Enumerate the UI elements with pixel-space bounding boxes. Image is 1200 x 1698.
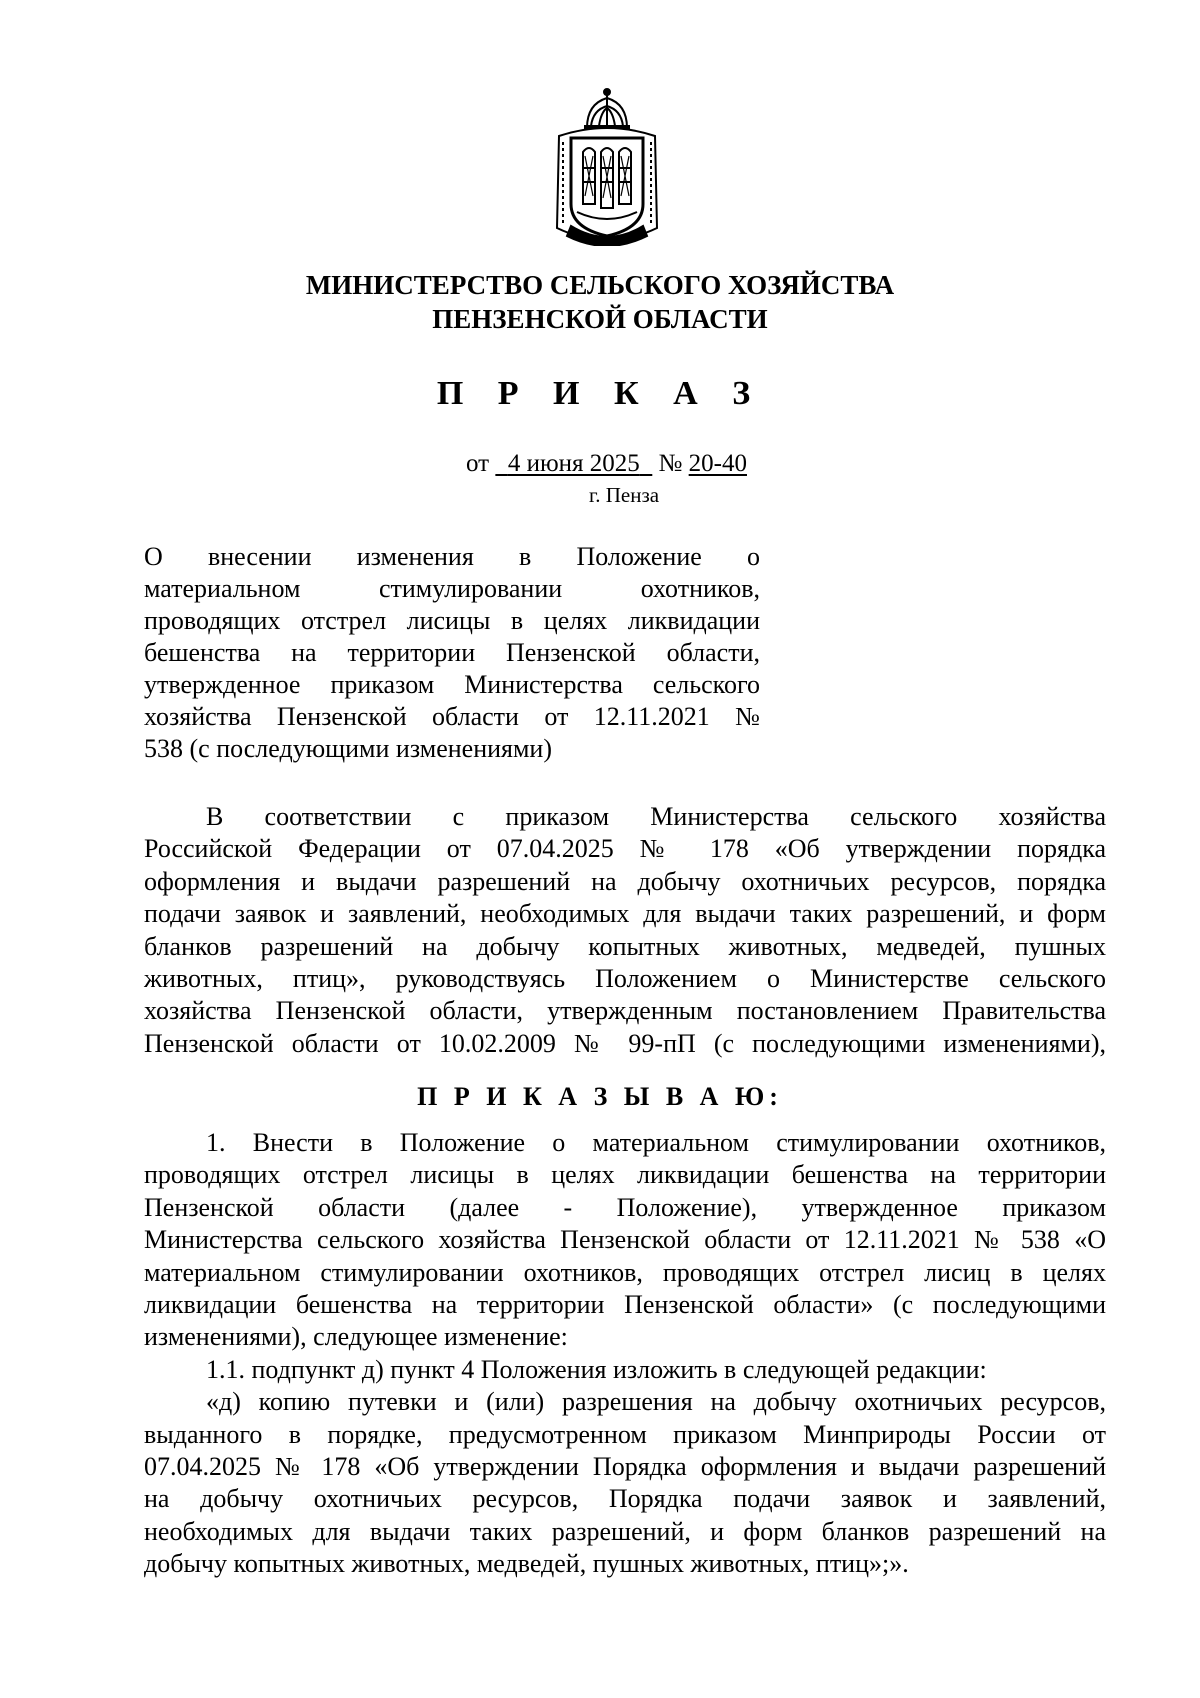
item-1-line: ликвидации бешенства на территории Пензенской области» (с последующими xyxy=(144,1290,1106,1320)
preamble-line: В соответствии с приказом Министерства сельского хозяйства xyxy=(206,802,1106,831)
subject-line: материальном стимулировании охотников, xyxy=(144,574,760,603)
quote-line: необходимых для выдачи таких разрешений, и форм бланков разрешений на xyxy=(144,1516,1106,1546)
subject-line: хозяйства Пензенской области от 12.11.2021 № xyxy=(144,702,760,731)
subject-line: утвержденное приказом Министерства сельского xyxy=(144,670,760,699)
preamble-line: подачи заявок и заявлений, необходимых для выдачи таких разрешений, и форм xyxy=(144,899,1106,929)
subject-line: 538 (с последующими изменениями) xyxy=(144,734,553,763)
date-number-line xyxy=(466,449,747,479)
number-label: № xyxy=(658,450,683,477)
subject-line: проводящих отстрел лисицы в целях ликвидации xyxy=(144,606,760,635)
preamble-line: животных, птиц», руководствуясь Положением о Министерстве сельского xyxy=(144,964,1106,994)
quote-line: «д) копию путевки и (или) разрешения на добычу охотничьих ресурсов, xyxy=(206,1387,1106,1417)
item-1-line: Пензенской области (далее - Положение), утвержденное приказом xyxy=(144,1192,1106,1222)
preamble-line: бланков разрешений на добычу копытных животных, медведей, пушных xyxy=(144,931,1106,961)
quote-line: на добычу охотничьих ресурсов, Порядка подачи заявок и заявлений, xyxy=(144,1484,1106,1514)
preamble-paragraph xyxy=(144,801,1106,1060)
order-date: 4 июня 2025 xyxy=(507,450,640,477)
quote-line: выданного в порядке, предусмотренном приказом Минприроды России от xyxy=(144,1419,1106,1449)
from-label: от xyxy=(466,450,490,477)
ministry-name xyxy=(0,268,1200,336)
item-1-line: 1. Внести в Положение о материальном стимулировании охотников, xyxy=(206,1128,1106,1157)
subject-line: О внесении изменения в Положение о xyxy=(144,542,760,571)
ministry-name-line-2: ПЕНЗЕНСКОЙ ОБЛАСТИ xyxy=(432,304,768,334)
document-type-title: П Р И К А З xyxy=(436,375,764,412)
item-1-1-line: 1.1. подпункт д) пункт 4 Положения изложить в следующей редакции: xyxy=(206,1354,987,1384)
ministry-name-line-1: МИНИСТЕРСТВО СЕЛЬСКОГО ХОЗЯЙСТВА xyxy=(305,270,895,300)
item-1-line: изменениями), следующее изменение: xyxy=(144,1322,568,1352)
city: г. Пенза xyxy=(589,483,660,507)
item-1-line: Министерства сельского хозяйства Пензенской области от 12.11.2021 № 538 «О xyxy=(144,1225,1106,1255)
item-1-line: материальном стимулировании охотников, проводящих отстрел лисиц в целях xyxy=(144,1257,1106,1287)
subject-line: бешенства на территории Пензенской области, xyxy=(144,638,760,667)
preamble-line: хозяйства Пензенской области, утвержденным постановлением Правительства xyxy=(144,996,1106,1026)
coat-of-arms-icon xyxy=(553,86,661,246)
order-items xyxy=(144,1127,1106,1581)
order-word-heading: П Р И К А З Ы В А Ю: xyxy=(417,1082,783,1111)
subject-block xyxy=(144,541,760,765)
preamble-line: оформления и выдачи разрешений на добычу охотничьих ресурсов, порядка xyxy=(144,866,1106,896)
quote-line: добычу копытных животных, медведей, пушных животных, птиц»;». xyxy=(144,1549,909,1579)
item-1-line: проводящих отстрел лисицы в целях ликвидации бешенства на территории xyxy=(144,1160,1106,1190)
quote-line: 07.04.2025 № 178 «Об утверждении Порядка оформления и выдачи разрешений xyxy=(144,1452,1106,1482)
order-number: 20-40 xyxy=(688,450,747,477)
preamble-line: Российской Федерации от 07.04.2025 № 178 «Об утверждении порядка xyxy=(144,834,1106,864)
preamble-line: Пензенской области от 10.02.2009 № 99-пП (с последующими изменениями), xyxy=(144,1028,1106,1058)
